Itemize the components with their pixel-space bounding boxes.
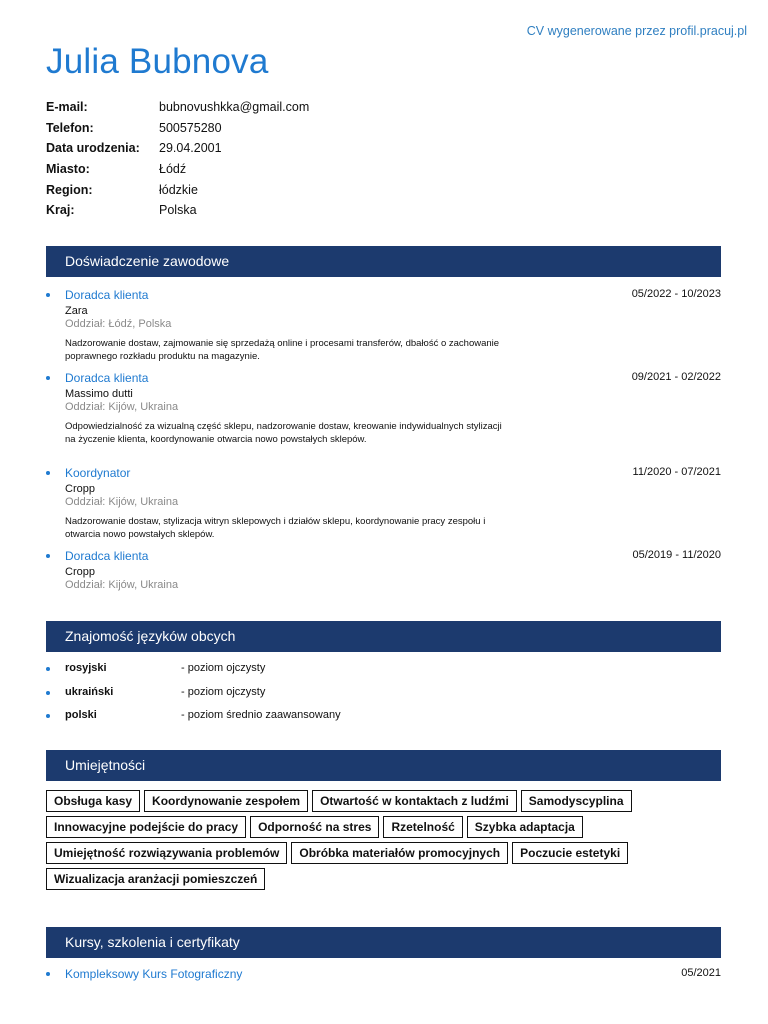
bullet-icon	[46, 471, 50, 475]
job-company: Cropp	[65, 566, 95, 578]
country-value: Polska	[159, 203, 197, 218]
job-description: Nadzorowanie dostaw, zajmowanie się sprzedażą online i procesami transferów, dbałość o zachowanie poprawnego rozkładu produktu na magazynie.	[65, 338, 500, 362]
bullet-icon	[46, 972, 50, 976]
job-title: Koordynator	[65, 466, 131, 480]
section-header-experience: Doświadczenie zawodowe	[46, 246, 721, 277]
language-level: - poziom ojczysty	[181, 686, 266, 698]
email-label: E-mail:	[46, 100, 88, 115]
language-name: polski	[65, 709, 97, 721]
personal-row-email	[46, 97, 309, 118]
course-date: 05/2021	[681, 967, 721, 979]
phone-label: Telefon:	[46, 120, 94, 135]
skill-chip: Innowacyjne podejście do pracy	[46, 816, 246, 838]
job-branch: Oddział: Kijów, Ukraina	[65, 401, 179, 413]
bullet-icon	[46, 554, 50, 558]
job-company: Zara	[65, 305, 88, 317]
skill-chip: Odporność na stres	[250, 816, 379, 838]
region-label: Region:	[46, 182, 93, 197]
bullet-icon	[46, 714, 50, 718]
skill-chip: Umiejętność rozwiązywania problemów	[46, 842, 287, 864]
bullet-icon	[46, 293, 50, 297]
job-dates: 05/2019 - 11/2020	[632, 549, 721, 561]
skill-chip: Obsługa kasy	[46, 790, 140, 812]
skill-chip: Otwartość w kontaktach z ludźmi	[312, 790, 517, 812]
course-title: Kompleksowy Kurs Fotograficzny	[65, 967, 243, 981]
city-value: Łódź	[159, 162, 187, 177]
job-description: Nadzorowanie dostaw, stylizacja witryn sklepowych i działów sklepu, koordynowanie pracy zespołu i otwarcia nowo powstałych sklepów.	[65, 516, 486, 540]
section-header-languages: Znajomość języków obcych	[46, 621, 721, 652]
phone-value: 500575280	[159, 120, 222, 135]
bullet-icon	[46, 667, 50, 671]
email-value: bubnovushkka@gmail.com	[159, 100, 310, 115]
job-dates: 05/2022 - 10/2023	[631, 288, 721, 300]
region-value: łódzkie	[159, 182, 198, 197]
language-level: - poziom ojczysty	[181, 662, 266, 674]
job-description: Odpowiedzialność za wizualną część sklepu, nadzorowanie dostaw, kreowanie indywidualnych stylizacji na życzenie klienta, koordynowanie otwarcia nowo powstałych sklepów.	[65, 421, 502, 445]
job-title: Doradca klienta	[65, 549, 149, 563]
candidate-name: Julia Bubnova	[46, 42, 269, 81]
birthdate-label: Data urodzenia:	[46, 141, 140, 156]
skill-chip: Rzetelność	[383, 816, 462, 838]
skill-chip: Obróbka materiałów promocyjnych	[291, 842, 508, 864]
skills-list	[46, 790, 721, 890]
country-label: Kraj:	[46, 203, 75, 218]
skill-chip: Samodyscyplina	[521, 790, 632, 812]
bullet-icon	[46, 691, 50, 695]
bullet-icon	[46, 376, 50, 380]
job-branch: Oddział: Kijów, Ukraina	[65, 579, 179, 591]
section-header-courses: Kursy, szkolenia i certyfikaty	[46, 927, 721, 958]
section-header-skills: Umiejętności	[46, 750, 721, 781]
personal-row-country	[46, 200, 309, 221]
skill-chip: Koordynowanie zespołem	[144, 790, 308, 812]
personal-row-phone	[46, 118, 309, 139]
job-branch: Oddział: Łódź, Polska	[65, 318, 172, 330]
skill-chip: Szybka adaptacja	[467, 816, 583, 838]
job-dates: 11/2020 - 07/2021	[632, 466, 721, 478]
personal-row-birthdate	[46, 138, 309, 159]
personal-info	[46, 97, 309, 221]
skill-chip: Wizualizacja aranżacji pomieszczeń	[46, 868, 265, 890]
birthdate-value: 29.04.2001	[159, 141, 222, 156]
job-dates: 09/2021 - 02/2022	[631, 371, 721, 383]
language-level: - poziom średnio zaawansowany	[181, 709, 341, 721]
city-label: Miasto:	[46, 162, 90, 177]
language-name: ukraiński	[65, 686, 114, 698]
generated-by-note: CV wygenerowane przez profil.pracuj.pl	[526, 24, 747, 38]
job-branch: Oddział: Kijów, Ukraina	[65, 496, 179, 508]
personal-row-region	[46, 179, 309, 200]
job-title: Doradca klienta	[65, 371, 149, 385]
job-company: Massimo dutti	[65, 388, 133, 400]
skill-chip: Poczucie estetyki	[512, 842, 628, 864]
personal-row-city	[46, 159, 309, 180]
language-name: rosyjski	[65, 662, 107, 674]
job-title: Doradca klienta	[65, 288, 149, 302]
job-company: Cropp	[65, 483, 95, 495]
